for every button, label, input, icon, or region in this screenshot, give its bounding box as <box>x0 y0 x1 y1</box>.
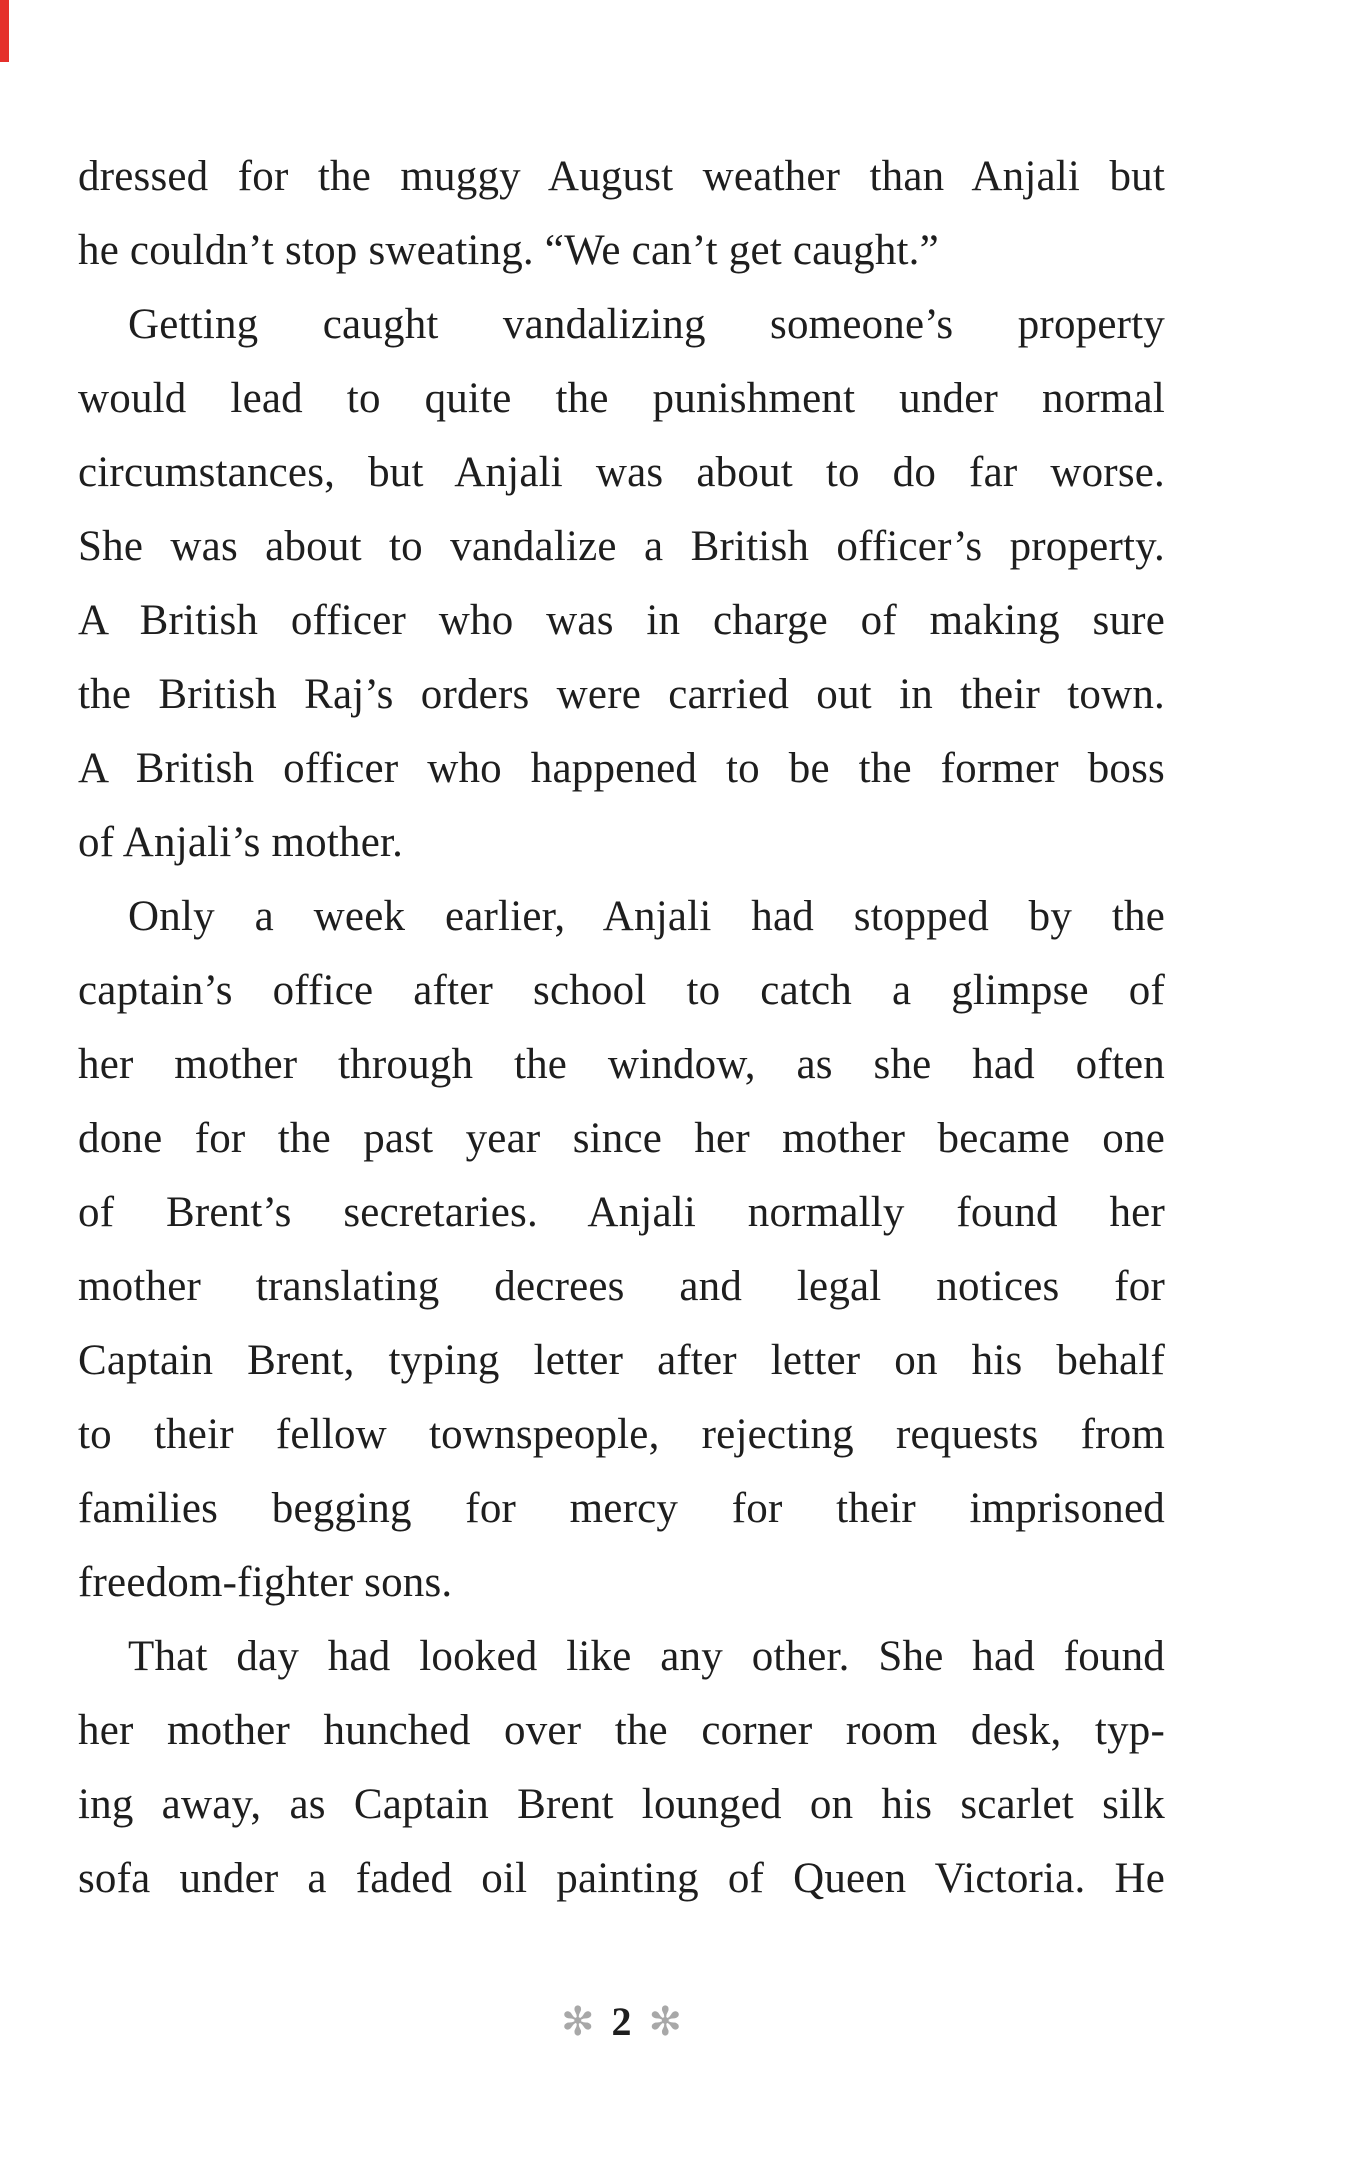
text-line: her mother through the window, as she had often <box>78 1041 1165 1088</box>
text-line: dressed for the muggy August weather than Anjali but <box>78 153 1165 200</box>
text-line: would lead to quite the punishment under normal <box>78 375 1165 422</box>
text-line: the British Raj’s orders were carried out in their town. <box>78 671 1165 718</box>
text-line: her mother hunched over the corner room desk, typ- <box>78 1707 1165 1754</box>
text-line: She was about to vandalize a British officer’s property. <box>78 523 1165 570</box>
text-line: of Brent’s secretaries. Anjali normally found her <box>78 1189 1165 1236</box>
text-line: A British officer who happened to be the former boss <box>78 745 1165 792</box>
text-line: captain’s office after school to catch a glimpse of <box>78 967 1165 1014</box>
page-text <box>78 0 1165 1916</box>
text-line: to their fellow townspeople, rejecting requests from <box>78 1411 1165 1458</box>
text-line: freedom-fighter sons. <box>78 1559 453 1606</box>
text-line: sofa under a faded oil painting of Queen Victoria. He <box>78 1855 1165 1902</box>
page-number: 2 <box>611 1999 632 2044</box>
text-line: ing away, as Captain Brent lounged on his scarlet silk <box>78 1781 1165 1828</box>
text-line: done for the past year since her mother became one <box>78 1115 1165 1162</box>
text-line: mother translating decrees and legal notices for <box>78 1263 1165 1310</box>
text-line: That day had looked like any other. She had found <box>128 1633 1165 1680</box>
flower-ornament-icon-left: ✻ <box>560 1999 595 2045</box>
flower-ornament-icon-right: ✻ <box>648 1999 683 2045</box>
page-footer <box>78 1996 1165 2048</box>
page-edge-red-mark <box>0 0 9 62</box>
text-line: Getting caught vandalizing someone’s property <box>128 301 1165 348</box>
text-line: A British officer who was in charge of making sure <box>78 597 1165 644</box>
text-line: Captain Brent, typing letter after letter on his behalf <box>78 1337 1165 1384</box>
text-line: families begging for mercy for their imprisoned <box>78 1485 1165 1532</box>
text-line: he couldn’t stop sweating. “We can’t get caught.” <box>78 227 939 274</box>
text-line: of Anjali’s mother. <box>78 819 404 866</box>
text-line: Only a week earlier, Anjali had stopped by the <box>128 893 1165 940</box>
text-line: circumstances, but Anjali was about to do far worse. <box>78 449 1165 496</box>
